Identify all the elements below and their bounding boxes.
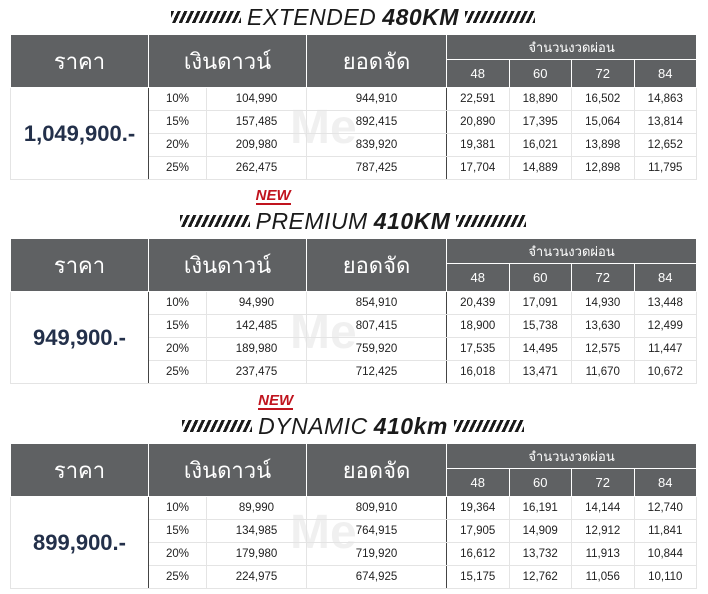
installment-72: 13,898 bbox=[572, 134, 635, 157]
installment-60: 14,889 bbox=[509, 157, 572, 180]
pricing-table bbox=[10, 238, 697, 384]
down-percent: 15% bbox=[149, 315, 207, 338]
watermark: Me bbox=[290, 506, 357, 559]
financed-amount: 712,425 bbox=[307, 361, 447, 384]
installment-48: 19,364 bbox=[447, 497, 510, 520]
down-amount: 142,485 bbox=[207, 315, 307, 338]
installment-60: 13,471 bbox=[509, 361, 572, 384]
down-percent: 20% bbox=[149, 338, 207, 361]
installment-48: 15,175 bbox=[447, 566, 510, 589]
down-percent: 20% bbox=[149, 134, 207, 157]
down-amount: 94,990 bbox=[207, 292, 307, 315]
model-name: PREMIUM bbox=[255, 207, 368, 234]
financed-amount: 944,910 bbox=[307, 88, 447, 111]
installment-60: 17,395 bbox=[509, 111, 572, 134]
down-percent: 25% bbox=[149, 361, 207, 384]
model-title bbox=[256, 208, 451, 235]
installment-84: 10,844 bbox=[634, 543, 697, 566]
installment-72: 14,930 bbox=[572, 292, 635, 315]
installment-48: 16,018 bbox=[447, 361, 510, 384]
installment-84: 12,740 bbox=[634, 497, 697, 520]
installment-48: 19,381 bbox=[447, 134, 510, 157]
down-percent: 20% bbox=[149, 543, 207, 566]
installment-72: 14,144 bbox=[572, 497, 635, 520]
stripes-decoration bbox=[182, 420, 252, 432]
installment-72: 16,502 bbox=[572, 88, 635, 111]
installment-72: 11,670 bbox=[572, 361, 635, 384]
installment-72: 12,912 bbox=[572, 520, 635, 543]
down-percent: 10% bbox=[149, 497, 207, 520]
month-header: 60 bbox=[509, 264, 572, 292]
price-header: ราคา bbox=[11, 444, 149, 497]
watermark: Me bbox=[290, 306, 357, 359]
installment-84: 12,499 bbox=[634, 315, 697, 338]
down-amount: 89,990 bbox=[207, 497, 307, 520]
pricing-table bbox=[10, 443, 697, 589]
down-percent: 25% bbox=[149, 566, 207, 589]
installment-60: 12,762 bbox=[509, 566, 572, 589]
month-header: 72 bbox=[572, 469, 635, 497]
installment-84: 10,672 bbox=[634, 361, 697, 384]
down-amount: 189,980 bbox=[207, 338, 307, 361]
model-name: EXTENDED bbox=[247, 3, 377, 30]
pricing-table bbox=[10, 34, 697, 180]
financed-amount: 764,915 bbox=[307, 520, 447, 543]
table-row bbox=[11, 497, 697, 520]
down-amount: 104,990 bbox=[207, 88, 307, 111]
financed-header: ยอดจัด bbox=[307, 35, 447, 88]
month-header: 48 bbox=[447, 469, 510, 497]
installment-72: 11,056 bbox=[572, 566, 635, 589]
down-amount: 134,985 bbox=[207, 520, 307, 543]
installments-header: จำนวนงวดผ่อน bbox=[447, 239, 697, 264]
model-range: 410KM bbox=[373, 207, 451, 234]
month-header: 60 bbox=[509, 60, 572, 88]
stripes-decoration bbox=[454, 420, 524, 432]
installment-60: 17,091 bbox=[509, 292, 572, 315]
down-percent: 10% bbox=[149, 292, 207, 315]
installment-48: 20,439 bbox=[447, 292, 510, 315]
section-title bbox=[10, 392, 696, 439]
down-percent: 15% bbox=[149, 520, 207, 543]
installment-60: 14,495 bbox=[509, 338, 572, 361]
installment-60: 14,909 bbox=[509, 520, 572, 543]
model-range: 480KM bbox=[382, 3, 459, 30]
financed-amount: 809,910 bbox=[307, 497, 447, 520]
down-percent: 15% bbox=[149, 111, 207, 134]
installment-48: 17,704 bbox=[447, 157, 510, 180]
financed-amount: 839,920 bbox=[307, 134, 447, 157]
down-payment-header: เงินดาวน์ bbox=[149, 239, 307, 292]
installment-84: 14,863 bbox=[634, 88, 697, 111]
month-header: 84 bbox=[634, 469, 697, 497]
new-badge: NEW bbox=[255, 187, 291, 204]
down-amount: 262,475 bbox=[207, 157, 307, 180]
price-value: 1,049,900.- bbox=[11, 88, 149, 180]
installment-48: 17,535 bbox=[447, 338, 510, 361]
table-row bbox=[11, 292, 697, 315]
installment-48: 22,591 bbox=[447, 88, 510, 111]
installment-48: 16,612 bbox=[447, 543, 510, 566]
financed-amount: 854,910 bbox=[307, 292, 447, 315]
price-value: 949,900.- bbox=[11, 292, 149, 384]
section-title bbox=[10, 4, 696, 30]
new-badge: NEW bbox=[258, 392, 294, 409]
model-section bbox=[10, 187, 696, 384]
financed-amount: 807,415 bbox=[307, 315, 447, 338]
section-title bbox=[10, 187, 696, 234]
month-header: 48 bbox=[447, 60, 510, 88]
down-percent: 10% bbox=[149, 88, 207, 111]
installment-84: 11,447 bbox=[634, 338, 697, 361]
installment-60: 18,890 bbox=[509, 88, 572, 111]
financed-header: ยอดจัด bbox=[307, 239, 447, 292]
model-title bbox=[247, 4, 459, 31]
stripes-decoration bbox=[180, 215, 250, 227]
down-amount: 224,975 bbox=[207, 566, 307, 589]
installment-72: 12,898 bbox=[572, 157, 635, 180]
stripes-decoration bbox=[465, 11, 535, 23]
installment-72: 15,064 bbox=[572, 111, 635, 134]
installment-84: 11,795 bbox=[634, 157, 697, 180]
down-amount: 157,485 bbox=[207, 111, 307, 134]
installment-60: 15,738 bbox=[509, 315, 572, 338]
installment-60: 13,732 bbox=[509, 543, 572, 566]
month-header: 60 bbox=[509, 469, 572, 497]
installment-84: 13,814 bbox=[634, 111, 697, 134]
stripes-decoration bbox=[171, 11, 241, 23]
installment-84: 12,652 bbox=[634, 134, 697, 157]
installment-60: 16,191 bbox=[509, 497, 572, 520]
table-row bbox=[11, 88, 697, 111]
installment-48: 20,890 bbox=[447, 111, 510, 134]
month-header: 84 bbox=[634, 60, 697, 88]
installment-84: 13,448 bbox=[634, 292, 697, 315]
watermark: Me bbox=[290, 101, 357, 154]
down-payment-header: เงินดาวน์ bbox=[149, 35, 307, 88]
model-section bbox=[10, 4, 696, 180]
down-payment-header: เงินดาวน์ bbox=[149, 444, 307, 497]
down-amount: 237,475 bbox=[207, 361, 307, 384]
month-header: 72 bbox=[572, 264, 635, 292]
installments-header: จำนวนงวดผ่อน bbox=[447, 35, 697, 60]
month-header: 48 bbox=[447, 264, 510, 292]
installment-84: 11,841 bbox=[634, 520, 697, 543]
installment-72: 11,913 bbox=[572, 543, 635, 566]
price-value: 899,900.- bbox=[11, 497, 149, 589]
financed-amount: 674,925 bbox=[307, 566, 447, 589]
installment-72: 13,630 bbox=[572, 315, 635, 338]
financed-amount: 719,920 bbox=[307, 543, 447, 566]
installment-48: 17,905 bbox=[447, 520, 510, 543]
installment-48: 18,900 bbox=[447, 315, 510, 338]
financed-amount: 759,920 bbox=[307, 338, 447, 361]
down-percent: 25% bbox=[149, 157, 207, 180]
financed-amount: 892,415 bbox=[307, 111, 447, 134]
price-header: ราคา bbox=[11, 239, 149, 292]
financed-amount: 787,425 bbox=[307, 157, 447, 180]
installment-84: 10,110 bbox=[634, 566, 697, 589]
installments-header: จำนวนงวดผ่อน bbox=[447, 444, 697, 469]
down-amount: 179,980 bbox=[207, 543, 307, 566]
stripes-decoration bbox=[456, 215, 526, 227]
model-range: 410km bbox=[373, 412, 448, 439]
installment-72: 12,575 bbox=[572, 338, 635, 361]
price-header: ราคา bbox=[11, 35, 149, 88]
month-header: 72 bbox=[572, 60, 635, 88]
model-section bbox=[10, 392, 696, 589]
financed-header: ยอดจัด bbox=[307, 444, 447, 497]
model-name: DYNAMIC bbox=[258, 412, 368, 439]
model-title bbox=[258, 413, 448, 440]
down-amount: 209,980 bbox=[207, 134, 307, 157]
installment-60: 16,021 bbox=[509, 134, 572, 157]
month-header: 84 bbox=[634, 264, 697, 292]
